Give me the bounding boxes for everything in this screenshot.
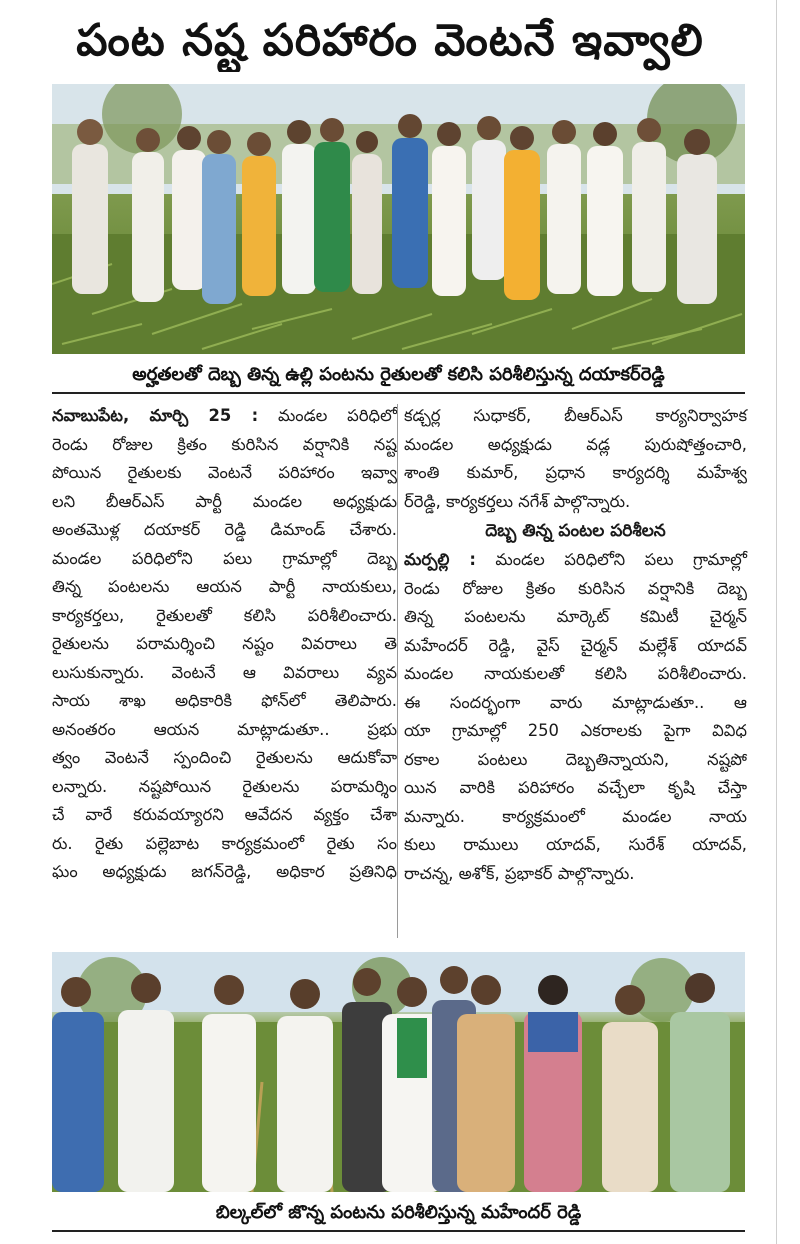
- photo-onion-field-inspection: [52, 84, 745, 354]
- photo-jowar-field-inspection: [52, 952, 745, 1192]
- article-line: రు. రైతు పల్లెబాట కార్యక్రమంలో రైతు సం: [52, 833, 397, 853]
- article-column-right: [404, 402, 747, 888]
- page-edge: [776, 0, 777, 1244]
- article-line: కార్యకర్తలు, రైతులతో కలిసి పరిశీలించారు.: [52, 605, 397, 625]
- article-line: రకాల పంటలు దెబ్బతిన్నాయని, నష్టపో: [404, 749, 747, 769]
- article-line: ర్‌రెడ్డి, కార్యకర్తలు నగేశ్ పాల్గొన్నారు.: [404, 491, 631, 511]
- article-line: యిన వారికి పరిహారం వచ్చేలా కృషి చేస్తా: [404, 778, 747, 797]
- article-line: రాచన్న, అశోక్, ప్రభాకర్ పాల్గొన్నారు.: [404, 863, 635, 883]
- article-line: మర్పల్లి : మండల పరిధిలోని పలు గ్రామాల్లో: [404, 550, 747, 569]
- article-line: రెండు రోజుల క్రితం కురిసిన వర్షానికి నష్ట: [52, 434, 397, 454]
- headline: పంట నష్ట పరిహారం వెంటనే ఇవ్వాలి: [76, 15, 704, 66]
- article-line: అంతమొళ్ల దయాకర్ రెడ్డి డిమాండ్ చేశారు.: [52, 520, 397, 539]
- article-line: రెండు రోజుల క్రితం కురిసిన వర్షానికి దెబ్బ: [404, 578, 747, 598]
- article-line: త్వం వెంటనే స్పందించి రైతులను ఆదుకోవా: [52, 748, 397, 767]
- article-line: మండల అధ్యక్షుడు వడ్ల పురుషోత్తంచారి,: [404, 434, 747, 454]
- article-line: తిన్న పంటలను మార్కెట్ కమిటీ చైర్మన్: [404, 607, 747, 626]
- article-line: తిన్న పంటలను ఆయన పార్టీ నాయకులు,: [52, 577, 397, 596]
- article-line: యా గ్రామాల్లో 250 ఎకరాలకు పైగా వివిధ: [404, 721, 747, 740]
- article-line: ఘం అధ్యక్షుడు జగన్‌రెడ్డి, అధికార ప్రతినిధి: [52, 862, 397, 881]
- photo2-caption: బిల్కల్‌లో జొన్న పంటను పరిశీలిస్తున్న మహేందర్ రెడ్డి: [52, 1196, 745, 1232]
- photo-onion-field-illustration: [52, 84, 745, 354]
- article-line: సాయ శాఖ అధికారికి ఫోన్‌లో తెలిపారు.: [52, 691, 397, 710]
- article-line: రైతులను పరామర్శించి నష్టం వివరాలు తె: [52, 634, 397, 653]
- article-line: కడ్చర్ల సుధాకర్, బీఆర్ఎస్ కార్యనిర్వాహక: [404, 406, 747, 425]
- article-line: లని బీఆర్ఎస్ పార్టీ మండల అధ్యక్షుడు: [52, 491, 397, 511]
- article-line: మండల పరిధిలోని పలు గ్రామాల్లో దెబ్బ: [52, 548, 397, 568]
- article-line: చే వారే కరువయ్యారని ఆవేదన వ్యక్తం చేశా: [52, 805, 397, 824]
- article-line: లన్నారు. నష్టపోయిన రైతులను పరామర్శిం: [52, 776, 397, 796]
- dateline-nawabpet: నవాబుపేట, మార్చి 25 :: [52, 406, 259, 425]
- article-line: మండల నాయకులతో కలిసి పరిశీలించారు.: [404, 664, 747, 683]
- article-line: శాంతి కుమార్, ప్రధాన కార్యదర్శి మహేశ్వ: [404, 463, 747, 482]
- article-line: ఈ సందర్భంగా వారు మాట్లాడుతూ.. ఆ: [404, 692, 747, 712]
- subheading: దెబ్బ తిన్న పంటల పరిశీలన: [485, 521, 666, 541]
- article-line: నవాబుపేట, మార్చి 25 : మండల పరిధిలో: [52, 406, 397, 425]
- photo1-caption: అర్హతలతో దెబ్బ తిన్న ఉల్లి పంటను రైతులతో కలిసి పరిశీలిస్తున్న దయాకర్‌రెడ్డి: [52, 358, 745, 394]
- article-column-left: [52, 402, 397, 887]
- article-line: కులు రాములు యాదవ్, సురేశ్ యాదవ్,: [404, 835, 747, 854]
- photo-jowar-field-illustration: [52, 952, 745, 1192]
- column-divider: [397, 404, 398, 938]
- article-line: లుసుకున్నారు. వెంటనే ఆ వివరాలు వ్యవ: [52, 662, 397, 682]
- article-line: మన్నారు. కార్యక్రమంలో మండల నాయ: [404, 806, 747, 826]
- article-line: మహేందర్ రెడ్డి, వైస్ చైర్మన్ మల్లేశ్ యాదవ్: [404, 635, 747, 655]
- article-line: పోయిన రైతులకు వెంటనే పరిహారం ఇవ్వా: [52, 463, 397, 482]
- article-line: అనంతరం ఆయన మాట్లాడుతూ.. ప్రభు: [52, 719, 397, 739]
- dateline-marpalli: మర్పల్లి :: [404, 550, 476, 569]
